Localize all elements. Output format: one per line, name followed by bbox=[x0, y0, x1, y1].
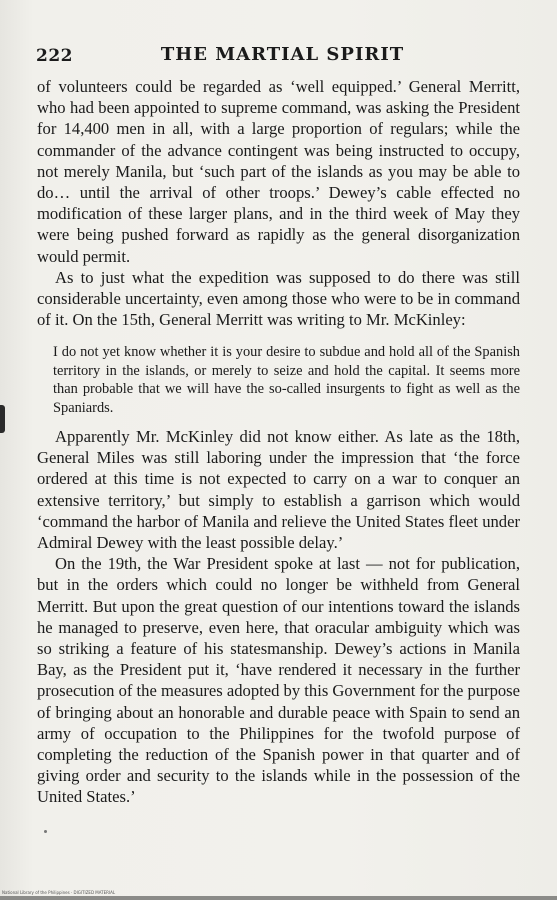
block-quote: I do not yet know whether it is your desire to subdue and hold all of the Spanish territory in the islands, or merely to seize and hold the capital. It seems more than probable that we will have the so-called insurgents to fight as well as the Spaniards. bbox=[53, 344, 520, 417]
main-text-lower bbox=[37, 426, 520, 808]
page-number: 222 bbox=[36, 46, 73, 66]
page-edge-mark bbox=[0, 405, 5, 433]
book-title: THE MARTIAL SPIRIT bbox=[160, 44, 405, 65]
footer-strip bbox=[0, 896, 557, 900]
paragraph-3: Apparently Mr. McKinley did not know either. As late as the 18th, General Miles was still laboring under the impression that ‘the force ordered at this time is not expected to carry on a war to conquer an extensive territory,’ but simply to establish a garrison which would ‘command the harbor of Manila and relieve the United States fleet under Admiral Dewey with the least possible delay.’ bbox=[37, 427, 520, 553]
paragraph-1: of volunteers could be regarded as ‘well equipped.’ General Merritt, who had been appointed to supreme command, was asking the President for 14,400 men in all, with a large proportion of regulars; while the commander of the advance contingent was being instructed to occupy, not merely Manila, but ‘such part of the islands as you may be able to do… until the arrival of other troops.’ Dewey’s cable effected no modification of these larger plans, and in the third week of May they were being pushed forward as rapidly as the general disorganization would permit. bbox=[37, 77, 520, 266]
paragraph-4: On the 19th, the War President spoke at last — not for publication, but in the orders which could no longer be withheld from General Merritt. But upon the great question of our intentions toward the islands he managed to preserve, even here, that oracular ambiguity which was so striking a feature of his statesmanship. Dewey’s actions in Manila Bay, as the President put it, ‘have rendered it necessary in the further prosecution of the measures adopted by this Government for the purpose of bringing about an honorable and durable peace with Spain to send an army of occupation to the Philippines for the twofold purpose of completing the reduction of the Spanish power in that quarter and of giving order and security to the islands while in the possession of the United States.’ bbox=[37, 554, 520, 807]
digitization-credit: National Library of the Philippines · DIGITIZED MATERIAL bbox=[2, 890, 116, 895]
ink-speck bbox=[44, 830, 47, 833]
main-text-upper bbox=[37, 76, 520, 330]
running-head bbox=[36, 44, 529, 70]
paragraph-2: As to just what the expedition was supposed to do there was still considerable uncertainty, even among those who were to be in command of it. On the 15th, General Merritt was writing to Mr. McKinley: bbox=[37, 267, 520, 330]
